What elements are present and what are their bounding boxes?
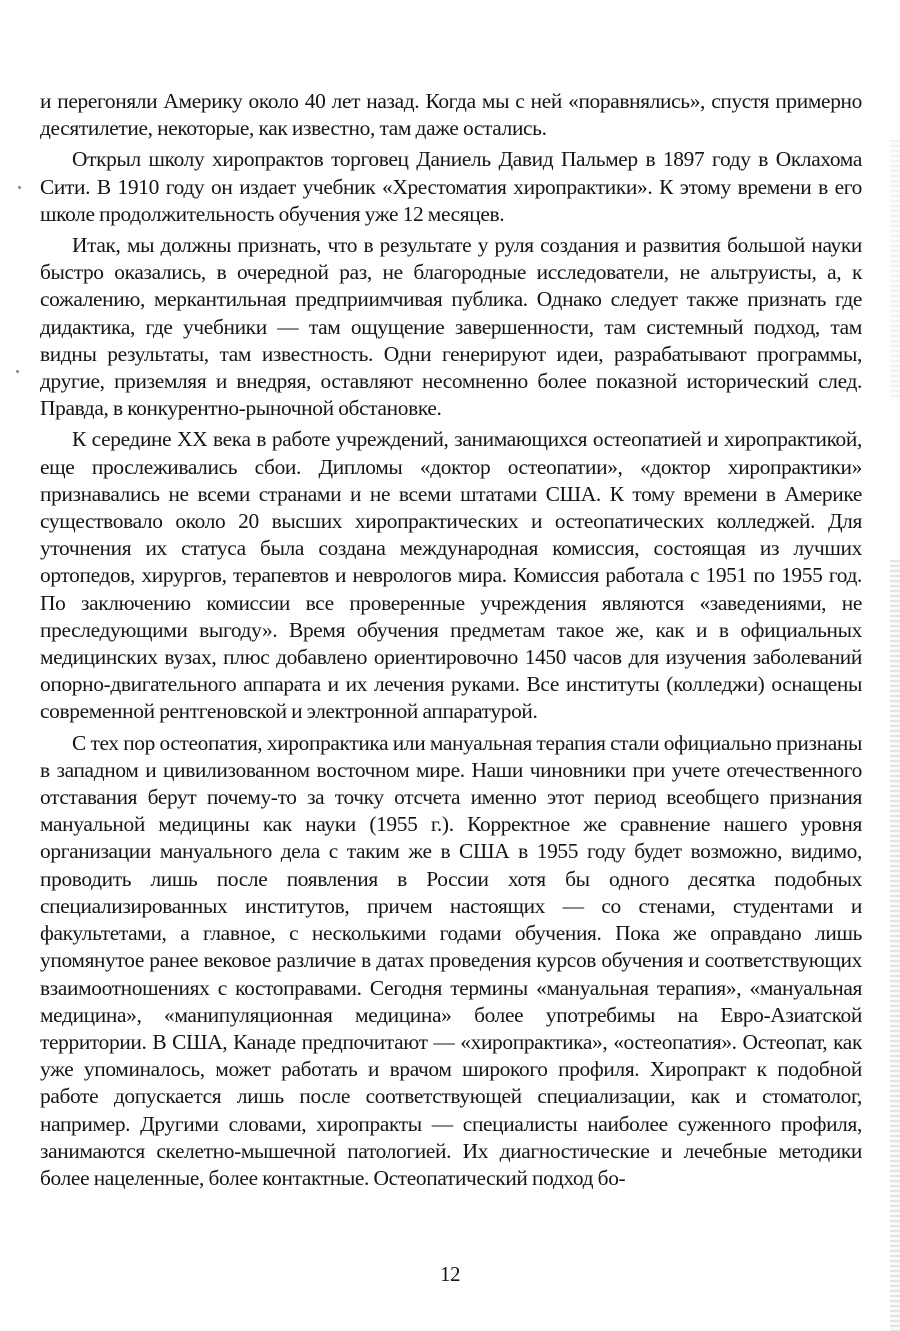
paragraph-science-leadership: Итак, мы должны признать, что в результате у руля создания и развития большой науки быстро оказались, в очередной раз, не благородные исследователи, не альтруисты, а, к сожалению, меркантильная предприимчивая публика. Однако следует также признать где дидактика, где учебники — там ощущение завершенности, там системный подход, там видны результаты, там известность. Одни генерируют идеи, разрабатывают программы, другие, приземляя и внедряя, оставляют несомненно более показной исторический след. Правда, в конкурентно-рыночной обстановке. (40, 233, 862, 421)
page-number: 12 (440, 1262, 460, 1286)
paragraph-mid-century-commission: К середине XX века в работе учреждений, занимающихся остеопатией и хиропрактикой, еще прослеживались сбои. Дипломы «доктор остеопатии», «доктор хиропрактики» признавались не всеми странами и не всеми штатами США. К тому времени в Америке существовало около 20 высших хиропрактических и остеопатических колледжей. Для уточнения их статуса была создана международная комиссия, состоящая из лучших ортопедов, хирургов, терапевтов и неврологов мира. Комиссия работала с 1951 по 1955 год. По заключению комиссии все проверенные учреждения являются «заведениями, не преследующими выгоду». Время обучения предметам такое же, как и в официальных медицинских вузах, плюс добавлено ориентировочно 1450 часов для изучения заболеваний опорно-двигательного аппарата и их лечения руками. Все институты (колледжи) оснащены современной рентгеновской и электронной аппаратурой. (40, 427, 862, 724)
scan-speck (18, 186, 21, 189)
scan-edge-artifact (890, 560, 900, 1331)
paragraph-official-recognition: С тех пор остеопатия, хиропрактика или мануальная терапия стали официально признаны в западном и цивилизованном восточном мире. Наши чиновники при учете отечественного отставания берут почему-то за точку отсчета именно этот период всеобщего признания мануальной медицины как науки (1955 г.). Корректное же сравнение нашего уровня организации мануального дела с таким же в США в 1955 году будет возможно, видимо, проводить лишь после появления в России хотя бы одного десятка подобных специализированных институтов, причем настоящих — со стенами, студентами и факультетами, а главное, с несколькими годами обучения. Пока же оправдано лишь упомянутое ранее вековое различие в датах проведения курсов обучения и соответствующих взаимоотношениях с костоправами. Сегодня термины «мануальная терапия», «мануальная медицина», «манипуляционная медицина» более употребимы на Евро-Азиатской территории. В США, Канаде предпочитают — «хиропрактика», «остеопатия». Остеопат, как уже упоминалось, может работать и врачом широкого профиля. Хиропракт к подобной работе допускается лишь после соответствующей специализации, как и стоматолог, например. Другими словами, хиропракты — специалисты наиболее суженного профиля, занимаются скелетно-мышечной патологией. Их диагностические и лечебные методики более нацеленные, более контактные. Остеопатический подход бо- (40, 730, 862, 1190)
scan-speck (16, 370, 19, 373)
paragraph-palmer-school: Открыл школу хиропрактов торговец Даниель Давид Пальмер в 1897 году в Оклахома Сити. В 1910 году он издает учебник «Хрестоматия хиропрактики». К этому времени в его школе продолжительность обучения уже 12 месяцев. (40, 147, 862, 226)
scan-edge-artifact (890, 140, 900, 400)
paragraph-continuation: и перегоняли Америку около 40 лет назад. Когда мы с ней «поравнялись», спустя примерно десятилетие, некоторые, как известно, там даже остались. (40, 89, 862, 141)
book-page-body (40, 88, 862, 1192)
